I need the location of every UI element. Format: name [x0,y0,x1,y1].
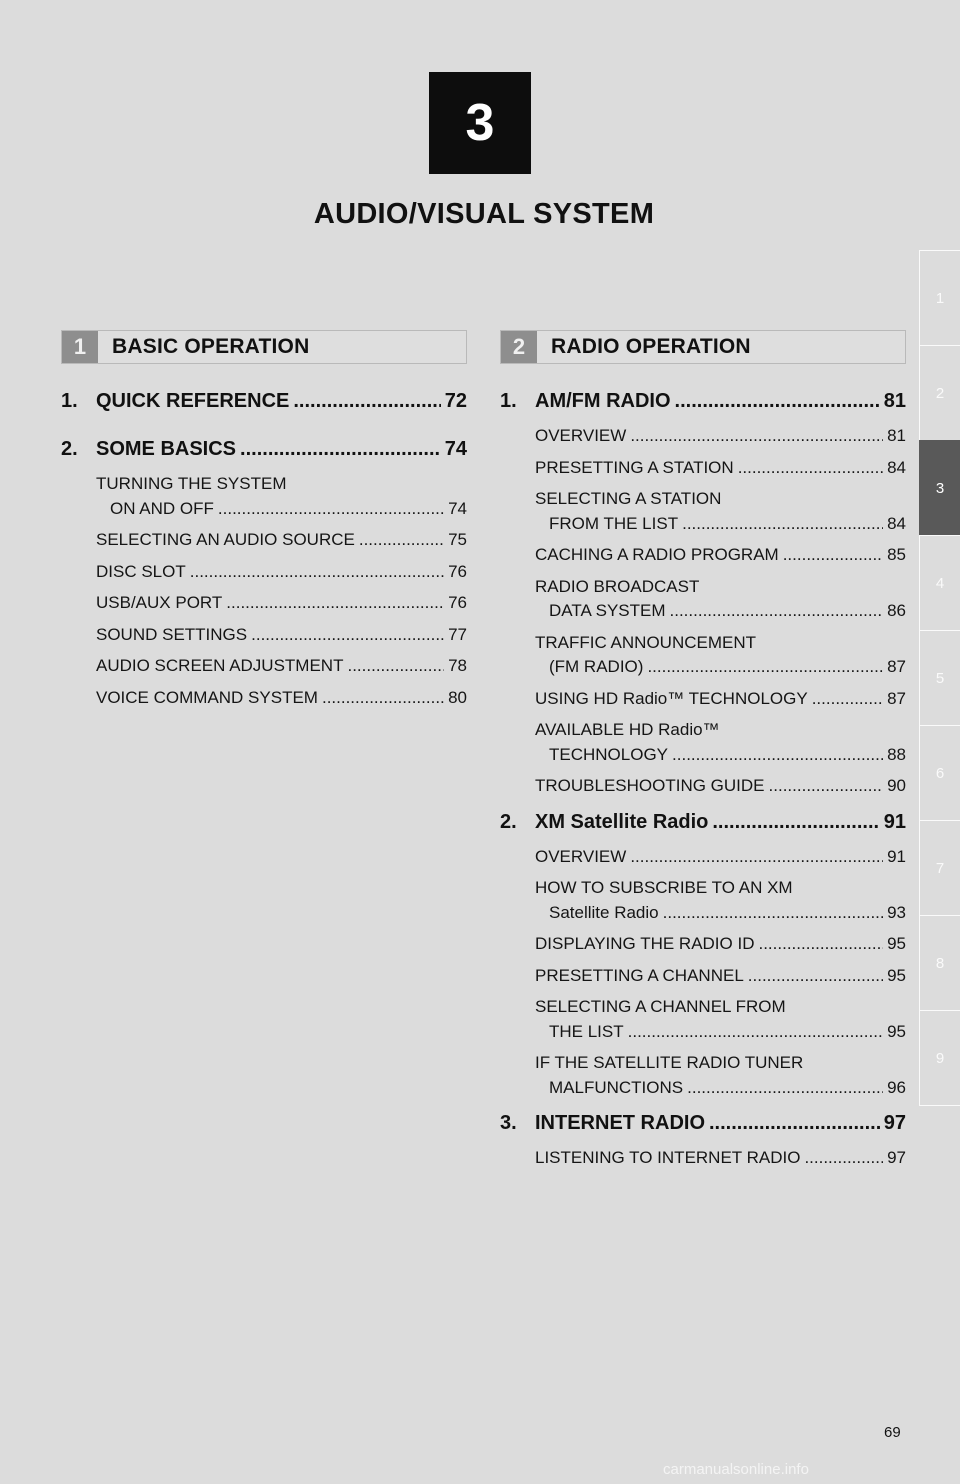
section-label: RADIO OPERATION [551,335,751,358]
sub-entry-row [535,774,906,799]
sub-entry-title: FROM THE LIST [549,513,679,533]
chapter-tabs [919,250,960,1107]
sub-entry-row [535,845,906,870]
toc-sub-entry[interactable] [535,774,906,799]
sub-entry-title: PRESETTING A CHANNEL [535,965,744,985]
section-number: 1 [62,331,98,363]
sub-entry-title: (FM RADIO) [549,657,644,676]
sub-entry-line1: HOW TO SUBSCRIBE TO AN XM [535,878,793,897]
entry-number: 3. [500,1112,517,1134]
sub-entry-title: OVERVIEW [535,846,627,866]
leader-dots [630,424,883,449]
sub-entry-page: 91 [887,846,906,866]
tabs-bottom-rule [919,1105,960,1107]
sub-entry-page: 95 [887,934,906,953]
sub-entry-page: 76 [448,593,467,612]
sub-entry-title: TECHNOLOGY [549,744,669,764]
sub-entry-title: DISC SLOT [96,561,186,581]
sub-entry-title: Satellite Radio [549,902,659,922]
entry-title: AM/FM RADIO [535,390,671,412]
entry-page: 81 [883,390,906,412]
chapter-tab-9[interactable]: 9 [919,1010,960,1105]
toc-sub-entry[interactable] [96,591,467,616]
sub-entry-row [535,901,906,926]
leader-dots [218,497,444,522]
toc-main-entry[interactable] [61,390,467,418]
leader-dots [804,1146,883,1171]
sub-entry-row [96,686,467,711]
sub-entry-title: USB/AUX PORT [96,593,223,612]
sub-entry-page: 97 [887,1148,906,1167]
chapter-tab-5[interactable]: 5 [919,630,960,725]
leader-dots [738,456,883,481]
leader-dots [687,1076,883,1101]
sub-entry-row [96,497,467,522]
leader-dots [670,599,884,624]
toc-main-entry[interactable] [500,390,906,418]
leader-dots [709,1112,880,1135]
chapter-number-box [429,72,531,174]
leader-dots [769,774,884,799]
chapter-tab-6[interactable]: 6 [919,725,960,820]
sub-entry-row [535,543,906,568]
leader-dots [712,811,879,834]
sub-entry-line1: TRAFFIC ANNOUNCEMENT [535,632,756,652]
toc-column-right [500,390,906,1183]
toc-sub-entry[interactable] [535,1146,906,1171]
entry-page: 72 [444,390,467,412]
sub-entry-title: THE LIST [549,1021,624,1041]
sub-entry-line1: TURNING THE SYSTEM [96,474,287,493]
sub-entry-title: PRESETTING A STATION [535,457,734,477]
leader-dots [682,512,883,537]
sub-entry-title: MALFUNCTIONS [549,1077,684,1097]
sub-entry-row [96,623,467,648]
chapter-title: AUDIO/VISUAL SYSTEM [313,198,655,230]
sub-entry-row [535,687,906,712]
sub-entry-row [535,743,906,768]
toc-sub-entry[interactable] [96,623,467,648]
toc-sub-entry[interactable] [535,964,906,989]
sub-entry-title: SOUND SETTINGS [96,624,248,644]
sub-entry-row [535,1076,906,1101]
sub-entry-title: DATA SYSTEM [549,601,666,620]
section-number: 2 [501,331,537,363]
sub-entry-row [535,599,906,624]
sub-entry-page: 95 [887,965,906,985]
sub-entry-row [96,591,467,616]
sub-entry-row [535,512,906,537]
sub-entry-title: TROUBLESHOOTING GUIDE [535,776,765,795]
sub-entry-page: 77 [448,624,467,644]
toc-sub-entry[interactable] [535,845,906,870]
sub-entry-row [535,964,906,989]
watermark: carmanualsonline.info [663,1461,809,1478]
sub-entry-title: CACHING A RADIO PROGRAM [535,545,779,564]
toc-sub-list [500,424,906,799]
entry-page: 97 [883,1112,906,1134]
toc-sub-list [500,845,906,1101]
toc-column-left [61,390,467,722]
sub-entry-row [535,1020,906,1045]
toc-sub-entry[interactable] [535,575,906,624]
toc-sub-entry[interactable] [96,686,467,711]
sub-entry-page: 87 [887,688,906,708]
section-header-basic-operation [61,330,467,364]
sub-entry-page: 75 [448,530,467,549]
sub-entry-title: LISTENING TO INTERNET RADIO [535,1148,801,1167]
toc-main-entry[interactable] [500,1112,906,1140]
sub-entry-row [535,655,906,680]
toc-sub-entry[interactable] [535,631,906,680]
leader-dots [322,686,444,711]
sub-entry-page: 95 [887,1021,906,1041]
toc-sub-entry[interactable] [96,472,467,521]
leader-dots [663,901,883,926]
toc-sub-entry[interactable] [535,687,906,712]
entry-number: 1. [500,390,517,412]
sub-entry-page: 88 [887,744,906,764]
leader-dots [293,390,440,413]
chapter-number: 3 [465,94,495,152]
sub-entry-page: 86 [887,601,906,620]
sub-entry-page: 96 [887,1077,906,1097]
sub-entry-line1: IF THE SATELLITE RADIO TUNER [535,1053,804,1072]
toc-sub-entry[interactable] [96,528,467,553]
sub-entry-row [535,456,906,481]
chapter-tab-4[interactable]: 4 [919,535,960,630]
sub-entry-page: 87 [887,657,906,676]
sub-entry-row [96,654,467,679]
chapter-tab-1[interactable]: 1 [919,250,960,345]
toc-sub-entry[interactable] [535,456,906,481]
sub-entry-row [535,932,906,957]
sub-entry-line1: AVAILABLE HD Radio™ [535,720,720,739]
entry-number: 2. [61,438,78,460]
toc-sub-entry[interactable] [535,876,906,925]
chapter-tab-8[interactable]: 8 [919,915,960,1010]
leader-dots [758,932,883,957]
toc-main-entry[interactable] [61,438,467,466]
section-header-radio-operation [500,330,906,364]
sub-entry-row [96,528,467,553]
toc-sub-list [500,1146,906,1171]
sub-entry-line1: SELECTING A CHANNEL FROM [535,997,786,1016]
sub-entry-row [96,560,467,585]
leader-dots [347,654,444,679]
toc-sub-entry[interactable] [96,654,467,679]
sub-entry-page: 90 [887,776,906,795]
toc-sub-entry[interactable] [535,1051,906,1100]
section-label: BASIC OPERATION [112,335,310,358]
toc-sub-entry[interactable] [535,424,906,449]
leader-dots [226,591,444,616]
leader-dots [647,655,883,680]
toc-sub-entry[interactable] [535,543,906,568]
entry-number: 2. [500,810,517,833]
chapter-tab-7[interactable]: 7 [919,820,960,915]
sub-entry-row [535,1146,906,1171]
toc-sub-entry[interactable] [96,560,467,585]
entry-number: 1. [61,390,78,412]
toc-sub-entry[interactable] [535,487,906,536]
leader-dots [251,623,444,648]
leader-dots [675,390,880,413]
sub-entry-title: USING HD Radio™ TECHNOLOGY [535,688,808,708]
toc-sub-entry[interactable] [535,932,906,957]
sub-entry-page: 81 [887,426,906,445]
toc-main-entry[interactable] [500,811,906,839]
sub-entry-page: 84 [887,457,906,477]
sub-entry-page: 93 [887,902,906,922]
chapter-tab-2[interactable]: 2 [919,345,960,440]
sub-entry-row [535,424,906,449]
entry-title: INTERNET RADIO [535,1112,705,1134]
toc-sub-entry[interactable] [535,718,906,767]
leader-dots [359,528,444,553]
sub-entry-page: 76 [448,561,467,581]
leader-dots [748,964,883,989]
sub-entry-title: SELECTING AN AUDIO SOURCE [96,530,355,549]
sub-entry-line1: SELECTING A STATION [535,489,722,508]
sub-entry-title: OVERVIEW [535,426,627,445]
leader-dots [783,543,883,568]
sub-entry-page: 80 [448,687,467,707]
sub-entry-title: VOICE COMMAND SYSTEM [96,687,318,707]
leader-dots [812,687,883,712]
entry-title: QUICK REFERENCE [96,390,290,412]
sub-entry-page: 74 [448,498,467,518]
entry-page: 91 [883,810,906,833]
leader-dots [672,743,883,768]
entry-page: 74 [444,438,467,460]
sub-entry-title: ON AND OFF [110,498,214,518]
page-number: 69 [884,1424,901,1441]
sub-entry-page: 84 [887,513,906,533]
leader-dots [628,1020,883,1045]
sub-entry-title: DISPLAYING THE RADIO ID [535,934,755,953]
leader-dots [240,438,441,461]
leader-dots [190,560,444,585]
chapter-tab-3[interactable]: 3 [919,440,960,535]
entry-title: XM Satellite Radio [535,810,709,833]
toc-sub-list [61,472,467,710]
sub-entry-title: AUDIO SCREEN ADJUSTMENT [96,656,344,675]
sub-entry-line1: RADIO BROADCAST [535,576,700,596]
sub-entry-page: 85 [887,545,906,564]
toc-sub-entry[interactable] [535,995,906,1044]
entry-title: SOME BASICS [96,438,237,460]
sub-entry-page: 78 [448,656,467,675]
leader-dots [630,845,883,870]
